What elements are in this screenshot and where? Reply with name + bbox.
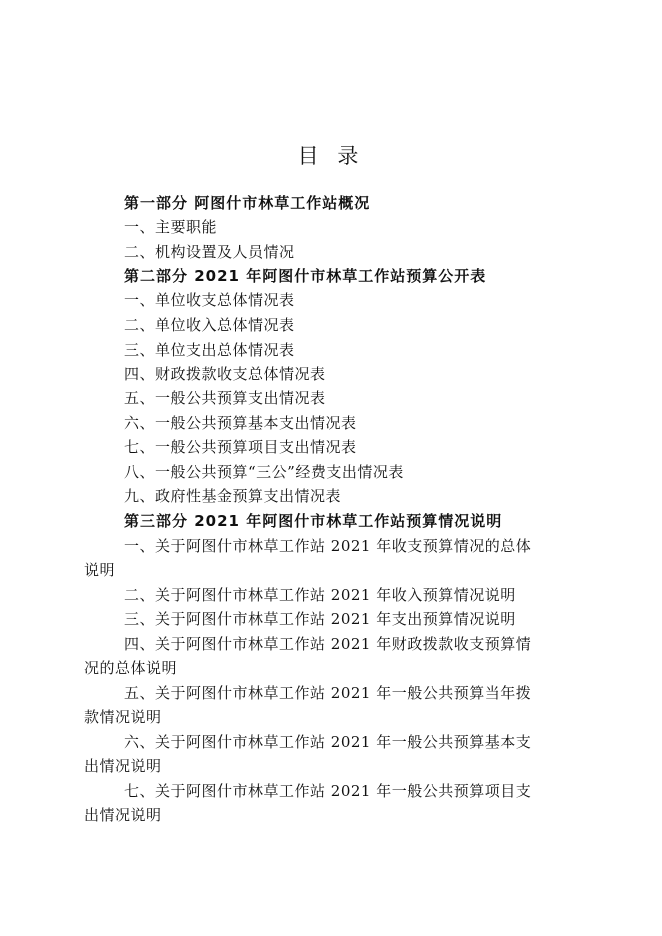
page-title: 目 录 bbox=[297, 144, 365, 168]
part3-heading: 第三部分 2021 年阿图什市林草工作站预算情况说明 bbox=[124, 512, 503, 530]
toc-item: 五、一般公共预算支出情况表 bbox=[124, 389, 326, 407]
toc-item-line2: 况的总体说明 bbox=[84, 659, 178, 677]
part1-heading: 第一部分 阿图什市林草工作站概况 bbox=[124, 194, 371, 212]
toc-item-line1: 三、关于阿图什市林草工作站 2021 年支出预算情况说明 bbox=[124, 610, 516, 628]
toc-item-line1: 四、关于阿图什市林草工作站 2021 年财政拨款收支预算情 bbox=[124, 635, 532, 653]
toc-item-line2: 说明 bbox=[84, 561, 116, 579]
toc-item-line1: 一、关于阿图什市林草工作站 2021 年收支预算情况的总体 bbox=[124, 537, 532, 555]
toc-item-line1: 五、关于阿图什市林草工作站 2021 年一般公共预算当年拨 bbox=[124, 684, 532, 702]
toc-item-line2: 出情况说明 bbox=[84, 757, 162, 775]
toc-item-line1: 二、关于阿图什市林草工作站 2021 年收入预算情况说明 bbox=[124, 586, 516, 604]
toc-item: 二、单位收入总体情况表 bbox=[124, 316, 295, 334]
toc-item: 九、政府性基金预算支出情况表 bbox=[124, 487, 342, 505]
toc-item: 一、单位收支总体情况表 bbox=[124, 291, 295, 309]
toc-item: 八、一般公共预算“三公”经费支出情况表 bbox=[124, 463, 404, 481]
toc-item: 一、主要职能 bbox=[124, 218, 218, 236]
toc-item: 三、单位支出总体情况表 bbox=[124, 341, 295, 359]
toc-item: 二、机构设置及人员情况 bbox=[124, 243, 295, 261]
part2-heading: 第二部分 2021 年阿图什市林草工作站预算公开表 bbox=[124, 267, 487, 285]
toc-item-line1: 七、关于阿图什市林草工作站 2021 年一般公共预算项目支 bbox=[124, 782, 532, 800]
toc-item-line2: 款情况说明 bbox=[84, 708, 162, 726]
toc-item: 六、一般公共预算基本支出情况表 bbox=[124, 414, 357, 432]
toc-item-line2: 出情况说明 bbox=[84, 806, 162, 824]
toc-item: 七、一般公共预算项目支出情况表 bbox=[124, 438, 357, 456]
toc-item-line1: 六、关于阿图什市林草工作站 2021 年一般公共预算基本支 bbox=[124, 733, 532, 751]
toc-item: 四、财政拨款收支总体情况表 bbox=[124, 365, 326, 383]
